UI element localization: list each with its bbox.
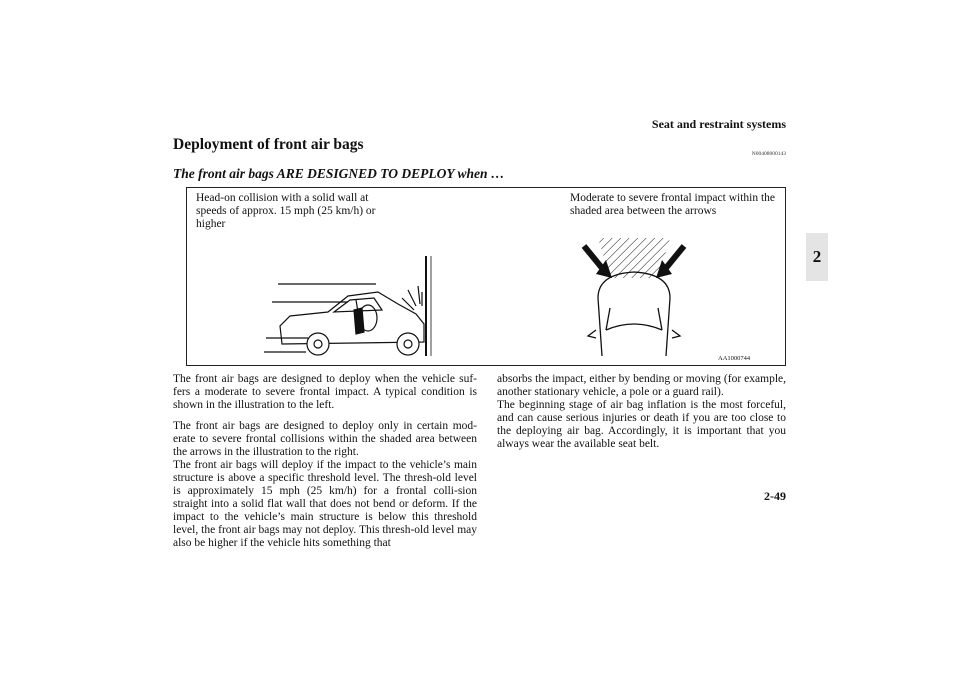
figure-left-caption: Head-on collision with a solid wall at speeds of approx. 15 mph (25 km/h) or higher bbox=[196, 192, 376, 230]
body-left-column bbox=[173, 373, 477, 550]
car-top-view-impact-zone-icon bbox=[578, 238, 690, 356]
document-id: N00408000143 bbox=[751, 151, 786, 157]
section-title: Deployment of front air bags bbox=[173, 136, 364, 153]
chapter-number: 2 bbox=[812, 247, 822, 266]
chapter-tab bbox=[806, 233, 828, 281]
paragraph: The beginning stage of air bag inflation is the most forceful, and can cause serious injuries or death if you are too close to the deploying air bag. Accordingly, it is important that you always wear the available seat belt. bbox=[497, 399, 786, 450]
paragraph: The front air bags will deploy if the impact to the vehicle’s main structure is above a specific threshold level. The thresh-old level is approximately 15 mph (25 km/h) for a frontal colli-sion straight into a solid flat wall that does not bend or deform. If the impact to the vehicle’s main structure is below this threshold level, the front air bags may not deploy. This thresh-old level may also be higher if the vehicle hits something that bbox=[173, 459, 477, 549]
section-subtitle: The front air bags ARE DESIGNED TO DEPLOY when … bbox=[173, 166, 505, 181]
paragraph: The front air bags are designed to deploy when the vehicle suf-fers a moderate to severe frontal impact. A typical condition is shown in the illustration to the left. bbox=[173, 373, 477, 411]
paragraph: absorbs the impact, either by bending or moving (for example, another stationary vehicle, a pole or a guard rail). bbox=[497, 373, 786, 398]
body-right-column bbox=[497, 373, 786, 451]
figure-right-caption: Moderate to severe frontal impact within the shaded area between the arrows bbox=[570, 192, 776, 217]
running-header: Seat and restraint systems bbox=[651, 117, 786, 131]
figure-code: AA1000744 bbox=[718, 355, 751, 362]
paragraph: The front air bags are designed to deploy only in certain mod-erate to severe frontal collisions within the shaded area between the arrows in the illustration to the right. bbox=[173, 420, 477, 458]
page-number: 2-49 bbox=[764, 489, 786, 503]
car-hitting-wall-icon bbox=[258, 252, 438, 360]
